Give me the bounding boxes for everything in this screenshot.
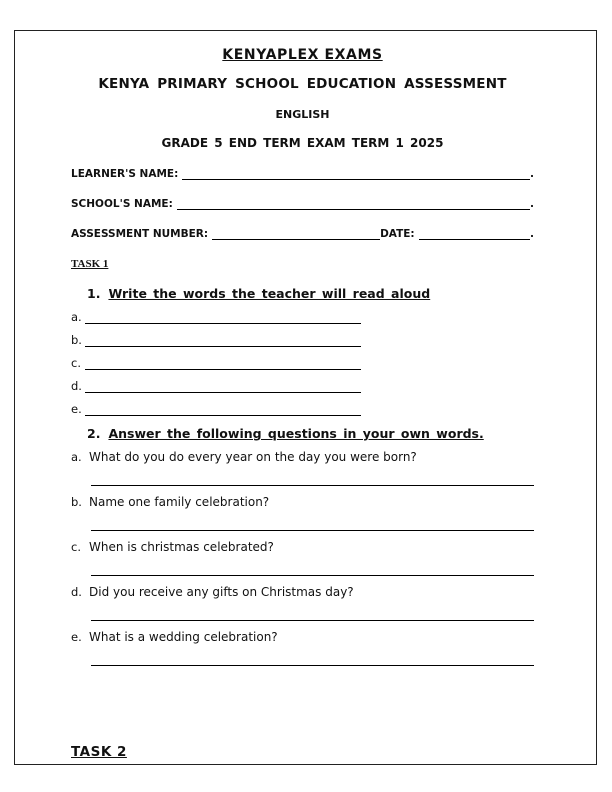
answer-line — [85, 333, 361, 347]
assessment-number-blank — [212, 226, 380, 240]
word-blank-row — [71, 333, 534, 347]
assessment-number-label: ASSESSMENT NUMBER: — [71, 228, 209, 240]
question-text: Name one family celebration? — [89, 495, 270, 509]
school-name-label: SCHOOL'S NAME: — [71, 198, 173, 210]
word-blank-row — [71, 402, 534, 416]
task1-heading: TASK 1 — [71, 258, 109, 270]
assessment-title: KENYA PRIMARY SCHOOL EDUCATION ASSESSMENT — [98, 76, 507, 92]
item-letter: a. — [71, 310, 82, 324]
answer-line — [91, 464, 534, 486]
question-text: Did you receive any gifts on Christmas day? — [89, 585, 354, 599]
question-text: When is christmas celebrated? — [89, 540, 274, 554]
answer-line — [91, 509, 534, 531]
word-blank-row — [71, 310, 534, 324]
question2-number: 2. — [87, 426, 101, 441]
item-letter: b. — [71, 333, 82, 347]
question-item — [71, 540, 534, 576]
answer-line — [91, 554, 534, 576]
answer-line — [85, 402, 361, 416]
question-item — [71, 585, 534, 621]
answer-line — [85, 379, 361, 393]
item-letter: e. — [71, 402, 82, 416]
question-item — [71, 630, 534, 666]
question1-heading — [71, 286, 534, 301]
assessment-number-row — [71, 226, 534, 240]
item-letter: d. — [71, 379, 82, 393]
learner-name-label: LEARNER'S NAME: — [71, 168, 179, 180]
school-name-row — [71, 196, 534, 210]
school-name-blank — [177, 196, 530, 210]
task2-heading: TASK 2 — [71, 744, 127, 760]
exam-page — [14, 30, 597, 765]
question-letter: e. — [71, 630, 82, 644]
question-text: What do you do every year on the day you were born? — [89, 450, 417, 464]
date-blank — [419, 226, 530, 240]
answer-line — [85, 356, 361, 370]
question1-instruction: Write the words the teacher will read aloud — [108, 286, 431, 301]
question-letter: d. — [71, 585, 82, 599]
question2-heading — [71, 426, 534, 441]
question-item — [71, 450, 534, 486]
answer-line — [91, 599, 534, 621]
question2-instruction: Answer the following questions in your own words. — [108, 426, 484, 441]
exam-brand-title: KENYAPLEX EXAMS — [222, 47, 383, 63]
question-letter: a. — [71, 450, 82, 464]
answer-line — [91, 644, 534, 666]
subject-title: ENGLISH — [275, 108, 330, 121]
word-blank-row — [71, 356, 534, 370]
answer-line — [85, 310, 361, 324]
question-letter: b. — [71, 495, 82, 509]
word-blank-row — [71, 379, 534, 393]
exam-title: GRADE 5 END TERM EXAM TERM 1 2025 — [161, 136, 444, 150]
item-letter: c. — [71, 356, 81, 370]
question2-items — [71, 450, 534, 666]
question1-number: 1. — [87, 286, 101, 301]
question-text: What is a wedding celebration? — [89, 630, 278, 644]
line-terminator: . — [530, 198, 534, 210]
question-item — [71, 495, 534, 531]
learner-name-blank — [182, 166, 530, 180]
question-letter: c. — [71, 540, 81, 554]
date-label: DATE: — [380, 228, 415, 240]
learner-name-row — [71, 166, 534, 180]
line-terminator: . — [530, 228, 534, 240]
line-terminator: . — [530, 168, 534, 180]
